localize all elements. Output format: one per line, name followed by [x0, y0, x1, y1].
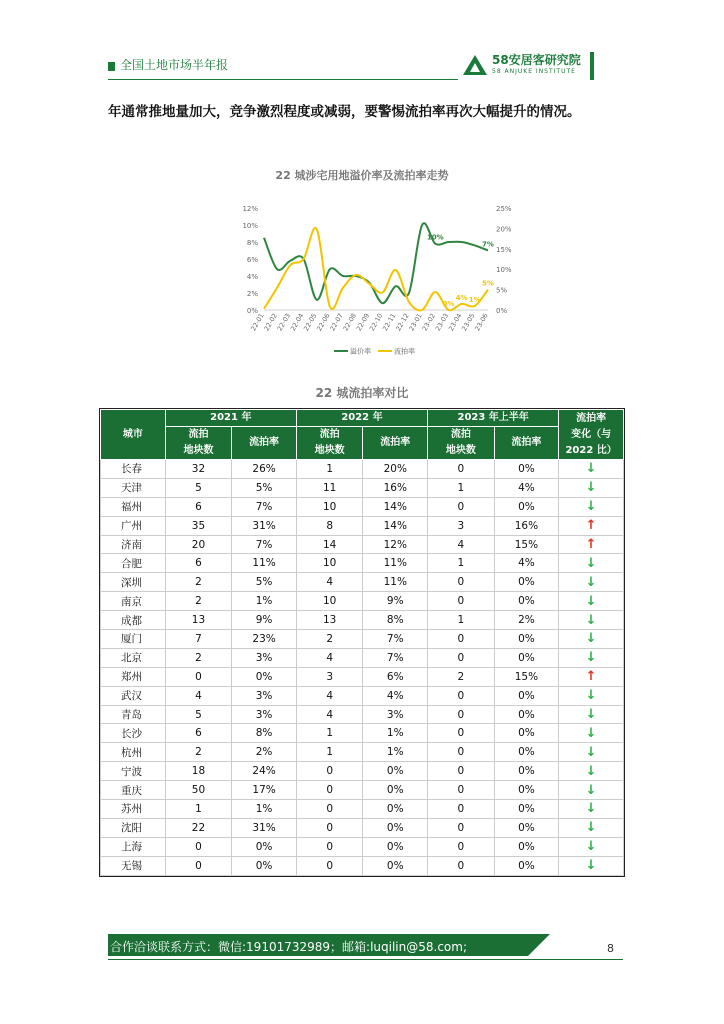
footer-band-tip: [528, 934, 550, 956]
cell-r21: 0%: [232, 856, 297, 875]
cell-r21: 5%: [232, 478, 297, 497]
cell-r22: 3%: [363, 705, 428, 724]
cell-l21: 5: [165, 478, 232, 497]
x-tick-label: 22-04: [288, 312, 306, 333]
cell-l21: 22: [165, 818, 232, 837]
cell-change: [559, 535, 624, 554]
cell-r21: 7%: [232, 535, 297, 554]
header-title: 全国土地市场半年报: [120, 58, 229, 72]
x-tick-label: 22-09: [354, 312, 372, 333]
cell-l23: 0: [428, 818, 495, 837]
x-tick-label: 23-06: [473, 312, 490, 333]
legend-label: 流拍率: [394, 347, 415, 356]
cell-change: [559, 516, 624, 535]
unsold-rate-table: [100, 409, 624, 876]
table-row: [101, 478, 624, 497]
cell-r22: 9%: [363, 592, 428, 611]
arrow-down-icon: ↓: [585, 631, 597, 647]
cell-l21: 20: [165, 535, 232, 554]
cell-r22: 14%: [363, 516, 428, 535]
cell-change: [559, 667, 624, 686]
arrow-up-icon: ↑: [585, 669, 597, 685]
cell-r21: 1%: [232, 592, 297, 611]
arrow-up-icon: ↑: [585, 518, 597, 534]
table-row: [101, 592, 624, 611]
cell-r22: 0%: [363, 818, 428, 837]
cell-r23: 0%: [494, 837, 559, 856]
cell-r23: 0%: [494, 705, 559, 724]
cell-r23: 0%: [494, 818, 559, 837]
cell-r23: 0%: [494, 800, 559, 819]
x-tick-label: 22-01: [249, 312, 266, 333]
x-tick-label: 22-02: [262, 312, 279, 333]
cell-l23: 1: [428, 554, 495, 573]
data-label: 5%: [482, 279, 494, 288]
cell-l23: 0: [428, 630, 495, 649]
lots-line2: 地块数: [183, 445, 214, 456]
col-rate-2021: 流拍率: [232, 427, 297, 460]
cell-city: 武汉: [101, 686, 166, 705]
cell-r21: 7%: [232, 497, 297, 516]
table-row: [101, 630, 624, 649]
cell-l21: 50: [165, 781, 232, 800]
cell-r23: 0%: [494, 460, 559, 479]
arrow-down-icon: ↓: [585, 725, 597, 741]
lots-line2: 地块数: [445, 445, 476, 456]
arrow-down-icon: ↓: [585, 839, 597, 855]
cell-city: 福州: [101, 497, 166, 516]
cell-l22: 1: [296, 743, 363, 762]
lots-line2: 地块数: [314, 445, 345, 456]
cell-r22: 14%: [363, 497, 428, 516]
cell-l23: 3: [428, 516, 495, 535]
cell-city: 无锡: [101, 856, 166, 875]
cell-r23: 2%: [494, 611, 559, 630]
x-tick-label: 22-08: [341, 312, 358, 333]
cell-r21: 5%: [232, 573, 297, 592]
arrow-down-icon: ↓: [585, 820, 597, 836]
x-tick-label: 22-07: [328, 312, 345, 333]
cell-l23: 0: [428, 573, 495, 592]
lots-line1: 流拍: [450, 429, 471, 440]
arrow-down-icon: ↓: [585, 555, 597, 571]
cell-l23: 0: [428, 856, 495, 875]
cell-city: 青岛: [101, 705, 166, 724]
cell-r23: 0%: [494, 630, 559, 649]
cell-city: 重庆: [101, 781, 166, 800]
cell-l23: 0: [428, 762, 495, 781]
cell-city: 成都: [101, 611, 166, 630]
cell-l21: 6: [165, 724, 232, 743]
logo-bar: [590, 52, 594, 80]
cell-r21: 3%: [232, 648, 297, 667]
lots-line1: 流拍: [319, 429, 340, 440]
table-row: [101, 648, 624, 667]
line-chart: [226, 198, 526, 363]
table-row: [101, 762, 624, 781]
y-left-tick-label: 4%: [246, 273, 258, 281]
cell-l22: 13: [296, 611, 363, 630]
page-number: 8: [607, 942, 614, 955]
cell-r21: 3%: [232, 686, 297, 705]
y-right-tick-label: 5%: [496, 286, 508, 295]
cell-l21: 2: [165, 592, 232, 611]
cell-l22: 8: [296, 516, 363, 535]
cell-change: [559, 592, 624, 611]
cell-change: [559, 837, 624, 856]
cell-city: 郑州: [101, 667, 166, 686]
arrow-down-icon: ↓: [585, 461, 597, 477]
cell-city: 上海: [101, 837, 166, 856]
cell-r21: 24%: [232, 762, 297, 781]
col-city: 城市: [101, 410, 166, 460]
cell-r21: 2%: [232, 743, 297, 762]
arrow-down-icon: ↓: [585, 480, 597, 496]
cell-change: [559, 573, 624, 592]
arrow-down-icon: ↓: [585, 650, 597, 666]
y-right-tick-label: 10%: [496, 266, 512, 275]
cell-r23: 0%: [494, 856, 559, 875]
cell-l23: 0: [428, 497, 495, 516]
cell-change: [559, 743, 624, 762]
y-left-tick-label: 2%: [246, 290, 258, 298]
cell-r22: 7%: [363, 630, 428, 649]
cell-r22: 0%: [363, 762, 428, 781]
col-lots-2022: [296, 427, 363, 460]
table-row: [101, 818, 624, 837]
cell-l23: 4: [428, 535, 495, 554]
cell-change: [559, 762, 624, 781]
cell-l21: 1: [165, 800, 232, 819]
cell-l22: 10: [296, 497, 363, 516]
cell-change: [559, 800, 624, 819]
cell-l21: 6: [165, 554, 232, 573]
cell-city: 苏州: [101, 800, 166, 819]
cell-change: [559, 781, 624, 800]
arrow-down-icon: ↓: [585, 744, 597, 760]
cell-l21: 0: [165, 856, 232, 875]
table-title: 22 城流拍率对比: [315, 386, 409, 400]
arrow-down-icon: ↓: [585, 801, 597, 817]
cell-l21: 2: [165, 648, 232, 667]
cell-city: 合肥: [101, 554, 166, 573]
arrow-down-icon: ↓: [585, 707, 597, 723]
cell-r23: 0%: [494, 781, 559, 800]
cell-r22: 7%: [363, 648, 428, 667]
y-left-tick-label: 0%: [246, 307, 258, 315]
cell-r23: 0%: [494, 592, 559, 611]
table-row: [101, 781, 624, 800]
x-tick-label: 22-12: [394, 312, 411, 333]
y-right-tick-label: 15%: [496, 245, 512, 254]
cell-l21: 6: [165, 497, 232, 516]
x-tick-label: 23-02: [420, 312, 438, 333]
cell-l23: 0: [428, 460, 495, 479]
cell-r23: 0%: [494, 497, 559, 516]
y-left-tick-label: 8%: [246, 239, 258, 247]
brand-logo: [462, 50, 592, 82]
cell-change: [559, 611, 624, 630]
cell-l21: 35: [165, 516, 232, 535]
cell-city: 沈阳: [101, 818, 166, 837]
table-row: [101, 724, 624, 743]
x-tick-label: 22-10: [367, 312, 385, 333]
cell-r22: 1%: [363, 724, 428, 743]
table-row: [101, 743, 624, 762]
cell-l22: 14: [296, 535, 363, 554]
cell-r21: 31%: [232, 516, 297, 535]
cell-city: 北京: [101, 648, 166, 667]
col-change: [559, 410, 624, 460]
cell-l21: 4: [165, 686, 232, 705]
cell-r22: 4%: [363, 686, 428, 705]
cell-l23: 0: [428, 800, 495, 819]
table-row: [101, 705, 624, 724]
arrow-down-icon: ↓: [585, 688, 597, 704]
cell-change: [559, 724, 624, 743]
cell-r21: 23%: [232, 630, 297, 649]
cell-city: 济南: [101, 535, 166, 554]
arrow-down-icon: ↓: [585, 612, 597, 628]
cell-l21: 0: [165, 837, 232, 856]
x-tick-label: 23-01: [407, 312, 424, 333]
cell-change: [559, 686, 624, 705]
logo-subtext: 58 ANJUKE INSTITUTE: [492, 68, 576, 75]
cell-l23: 0: [428, 648, 495, 667]
arrow-down-icon: ↓: [585, 574, 597, 590]
cell-r22: 0%: [363, 856, 428, 875]
arrow-up-icon: ↑: [585, 537, 597, 552]
cell-l22: 11: [296, 478, 363, 497]
cell-change: [559, 478, 624, 497]
cell-city: 厦门: [101, 630, 166, 649]
col-lots-2023: [428, 427, 495, 460]
header-rule: [108, 79, 458, 80]
cell-l21: 2: [165, 743, 232, 762]
table-row: [101, 856, 624, 875]
cell-l22: 1: [296, 460, 363, 479]
cell-city: 杭州: [101, 743, 166, 762]
col-2021: 2021 年: [165, 410, 296, 427]
table-row: [101, 535, 624, 554]
col-lots-2021: [165, 427, 232, 460]
data-label: 4%: [455, 293, 468, 302]
data-label: 1%: [468, 295, 481, 304]
cell-change: [559, 818, 624, 837]
cell-l22: 0: [296, 837, 363, 856]
x-tick-label: 22-05: [302, 312, 319, 333]
x-tick-label: 23-04: [447, 312, 464, 333]
table-row: [101, 837, 624, 856]
cell-city: 长春: [101, 460, 166, 479]
cell-change: [559, 648, 624, 667]
table-row: [101, 667, 624, 686]
cell-l22: 4: [296, 686, 363, 705]
table-row: [101, 573, 624, 592]
cell-l22: 10: [296, 554, 363, 573]
y-left-tick-label: 6%: [246, 256, 258, 264]
cell-r22: 11%: [363, 554, 428, 573]
col-change-line2: 变化（与: [571, 428, 612, 440]
table-row: [101, 800, 624, 819]
footer-rule: [108, 959, 623, 960]
cell-change: [559, 460, 624, 479]
col-2022: 2022 年: [296, 410, 427, 427]
cell-l23: 0: [428, 705, 495, 724]
y-right-tick-label: 25%: [496, 205, 512, 213]
lots-line1: 流拍: [188, 429, 209, 440]
cell-r23: 0%: [494, 686, 559, 705]
cell-r23: 0%: [494, 724, 559, 743]
cell-city: 长沙: [101, 724, 166, 743]
cell-l22: 0: [296, 781, 363, 800]
cell-l23: 0: [428, 592, 495, 611]
cell-l23: 1: [428, 478, 495, 497]
cell-r22: 0%: [363, 800, 428, 819]
col-change-line3: 2022 比）: [565, 444, 617, 456]
cell-r23: 15%: [494, 535, 559, 554]
series-line-unsold: [264, 228, 488, 310]
y-right-tick-label: 20%: [496, 225, 512, 234]
cell-change: [559, 630, 624, 649]
logo-icon: [462, 54, 488, 76]
cell-l21: 13: [165, 611, 232, 630]
col-change-line1: 流拍率: [576, 412, 607, 424]
data-label: 10%: [426, 233, 444, 242]
cell-l21: 18: [165, 762, 232, 781]
cell-r21: 3%: [232, 705, 297, 724]
cell-r22: 6%: [363, 667, 428, 686]
arrow-down-icon: ↓: [585, 763, 597, 779]
cell-l23: 0: [428, 837, 495, 856]
cell-r22: 0%: [363, 781, 428, 800]
cell-l21: 7: [165, 630, 232, 649]
x-tick-label: 22-03: [275, 312, 293, 333]
cell-change: [559, 856, 624, 875]
cell-r23: 16%: [494, 516, 559, 535]
cell-city: 南京: [101, 592, 166, 611]
cell-l23: 0: [428, 686, 495, 705]
cell-l22: 10: [296, 592, 363, 611]
cell-l22: 0: [296, 762, 363, 781]
body-paragraph: 年通常推地量加大，竞争激烈程度或减弱，要警惕流拍率再次大幅提升的情况。: [108, 104, 581, 120]
y-right-tick-label: 0%: [496, 307, 508, 315]
cell-l22: 3: [296, 667, 363, 686]
cell-l23: 1: [428, 611, 495, 630]
col-rate-2022: 流拍率: [363, 427, 428, 460]
cell-city: 广州: [101, 516, 166, 535]
cell-l23: 0: [428, 781, 495, 800]
cell-l22: 1: [296, 724, 363, 743]
cell-l22: 0: [296, 818, 363, 837]
y-left-tick-label: 10%: [242, 222, 258, 230]
col-rate-2023: 流拍率: [494, 427, 559, 460]
logo-text: 58安居客研究院: [492, 53, 581, 67]
table-row: [101, 497, 624, 516]
header-marker: [108, 62, 115, 71]
cell-l22: 0: [296, 856, 363, 875]
table-row: [101, 611, 624, 630]
cell-l22: 4: [296, 648, 363, 667]
arrow-down-icon: ↓: [585, 499, 597, 515]
cell-r22: 11%: [363, 573, 428, 592]
cell-r22: 16%: [363, 478, 428, 497]
cell-r21: 17%: [232, 781, 297, 800]
cell-l23: 2: [428, 667, 495, 686]
table-row: [101, 460, 624, 479]
table-row: [101, 686, 624, 705]
x-tick-label: 23-05: [460, 312, 477, 333]
cell-r23: 0%: [494, 743, 559, 762]
cell-r23: 15%: [494, 667, 559, 686]
cell-r23: 0%: [494, 762, 559, 781]
chart-title: 22 城涉宅用地溢价率及流拍率走势: [275, 169, 449, 182]
cell-l21: 2: [165, 573, 232, 592]
cell-l22: 4: [296, 573, 363, 592]
page-footer: [108, 934, 623, 960]
cell-r23: 4%: [494, 554, 559, 573]
cell-r21: 0%: [232, 837, 297, 856]
cell-r21: 11%: [232, 554, 297, 573]
cell-r21: 9%: [232, 611, 297, 630]
arrow-down-icon: ↓: [585, 782, 597, 798]
col-2023h1: 2023 年上半年: [428, 410, 559, 427]
y-left-tick-label: 12%: [242, 205, 258, 213]
cell-r23: 4%: [494, 478, 559, 497]
arrow-down-icon: ↓: [585, 593, 597, 609]
cell-r23: 0%: [494, 573, 559, 592]
cell-r22: 1%: [363, 743, 428, 762]
cell-l21: 0: [165, 667, 232, 686]
cell-r21: 8%: [232, 724, 297, 743]
x-tick-label: 23-03: [433, 312, 451, 333]
cell-r22: 8%: [363, 611, 428, 630]
data-label: 7%: [482, 240, 494, 249]
cell-l23: 0: [428, 743, 495, 762]
cell-l22: 2: [296, 630, 363, 649]
cell-r22: 0%: [363, 837, 428, 856]
cell-r23: 0%: [494, 648, 559, 667]
x-tick-label: 22-11: [381, 312, 398, 333]
x-tick-label: 22-06: [315, 312, 332, 333]
table-row: [101, 554, 624, 573]
cell-city: 深圳: [101, 573, 166, 592]
cell-l22: 4: [296, 705, 363, 724]
cell-change: [559, 554, 624, 573]
cell-change: [559, 497, 624, 516]
cell-l22: 0: [296, 800, 363, 819]
legend-label: 溢价率: [350, 347, 371, 356]
arrow-down-icon: ↓: [585, 858, 597, 874]
data-label: 0%: [442, 300, 455, 308]
contact-text: 合作洽谈联系方式：微信:19101732989；邮箱:luqilin@58.com;: [110, 940, 467, 954]
cell-r22: 20%: [363, 460, 428, 479]
cell-l21: 32: [165, 460, 232, 479]
cell-r22: 12%: [363, 535, 428, 554]
cell-r21: 31%: [232, 818, 297, 837]
table-row: [101, 516, 624, 535]
cell-l21: 5: [165, 705, 232, 724]
cell-city: 天津: [101, 478, 166, 497]
cell-r21: 0%: [232, 667, 297, 686]
cell-change: [559, 705, 624, 724]
cell-r21: 1%: [232, 800, 297, 819]
cell-city: 宁波: [101, 762, 166, 781]
cell-r21: 26%: [232, 460, 297, 479]
cell-l23: 0: [428, 724, 495, 743]
